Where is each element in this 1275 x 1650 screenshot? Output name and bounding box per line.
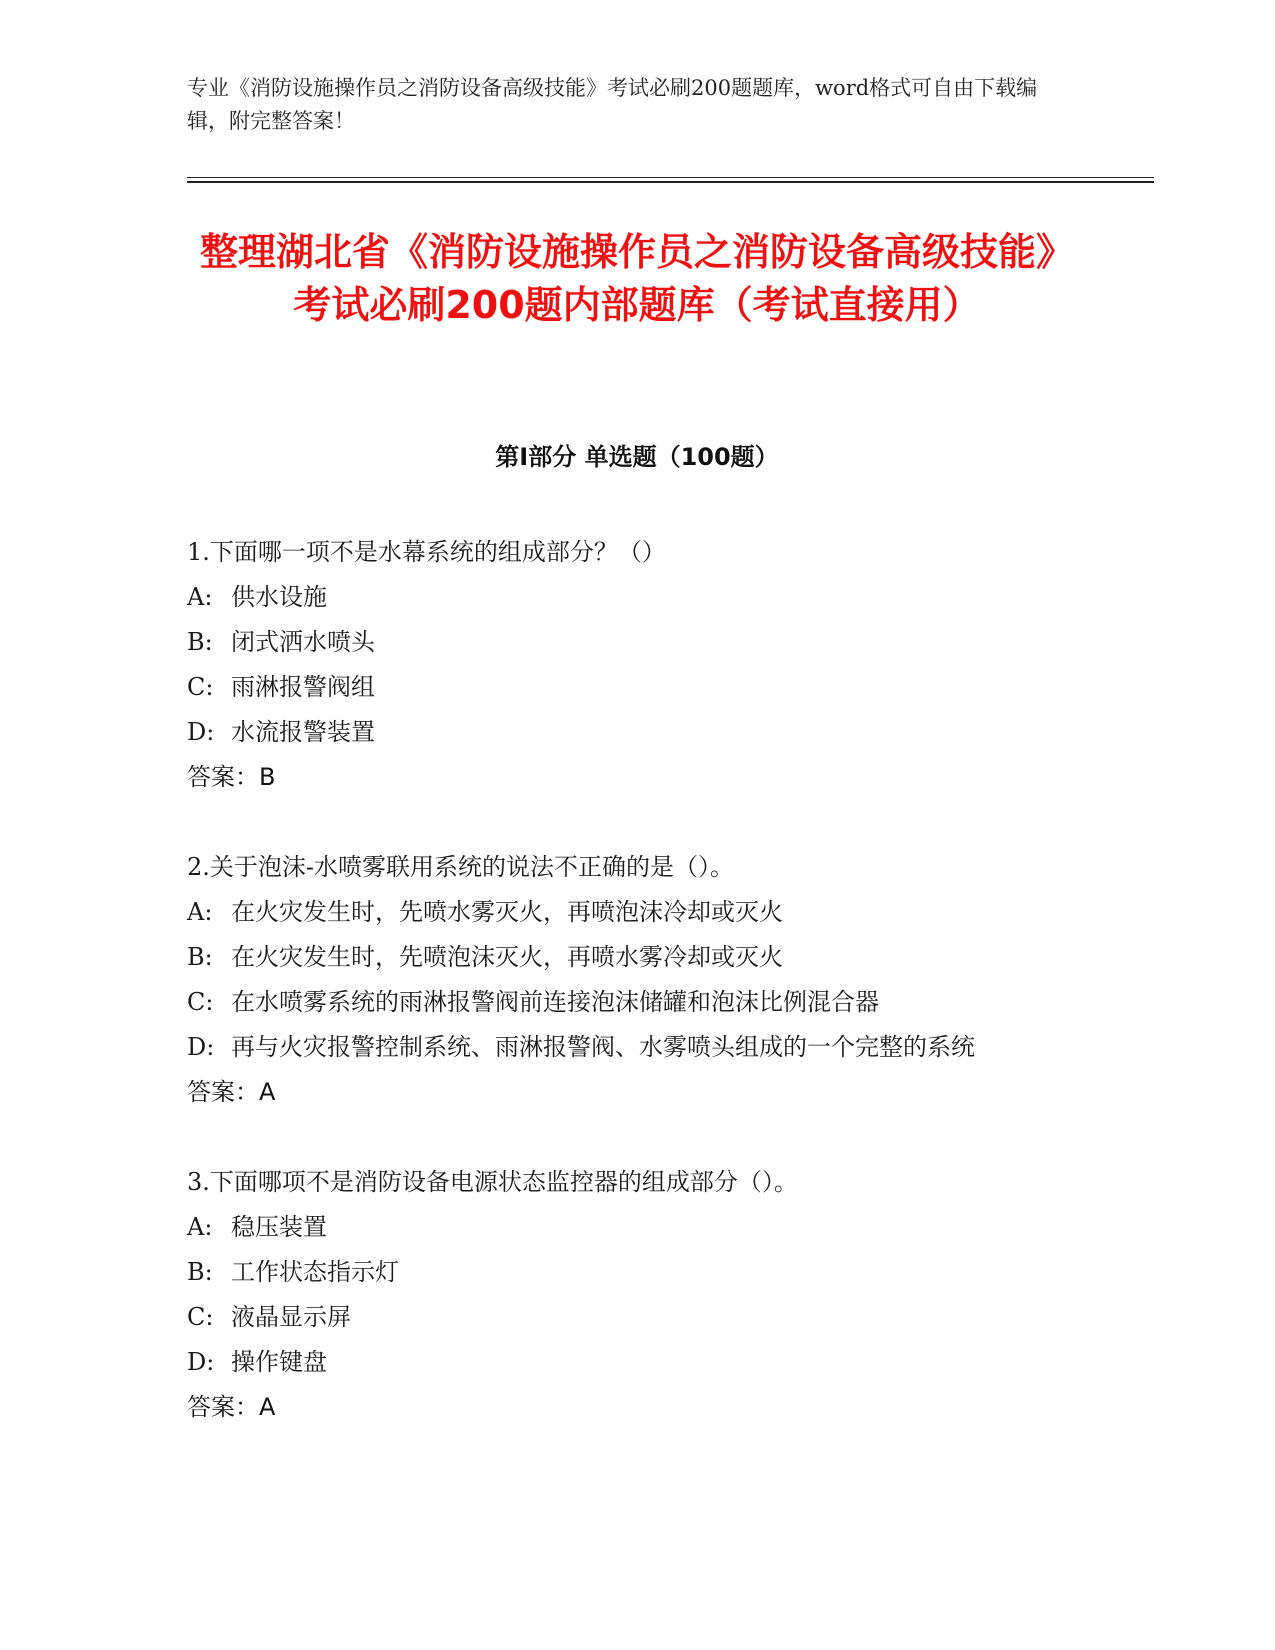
option-key: A: — [187, 583, 213, 611]
option-text: 闭式洒水喷头 — [231, 628, 375, 656]
option-key: D: — [187, 1348, 215, 1376]
option-b — [187, 620, 1067, 665]
answer-value: A — [259, 1393, 276, 1421]
option-text: 操作键盘 — [231, 1348, 327, 1376]
option-text: 水流报警装置 — [231, 718, 375, 746]
option-text: 稳压装置 — [231, 1213, 327, 1241]
option-c — [187, 980, 1067, 1025]
option-b — [187, 1250, 1067, 1295]
answer-label: 答案： — [187, 1393, 259, 1421]
question-stem: 2.关于泡沫-水喷雾联用系统的说法不正确的是（）。 — [187, 853, 735, 881]
answer-label: 答案： — [187, 1078, 259, 1106]
question-stem: 1.下面哪一项不是水幕系统的组成部分？（） — [187, 538, 666, 566]
option-text: 在水喷雾系统的雨淋报警阀前连接泡沫储罐和泡沫比例混合器 — [231, 988, 879, 1016]
option-c — [187, 665, 1067, 710]
answer — [187, 1070, 1067, 1115]
option-a — [187, 1205, 1067, 1250]
question-list — [187, 530, 1067, 1475]
question-1 — [187, 530, 1067, 800]
option-text: 在火灾发生时，先喷泡沫灭火，再喷水雾冷却或灭火 — [231, 943, 783, 971]
option-text: 在火灾发生时，先喷水雾灭火，再喷泡沫冷却或灭火 — [231, 898, 783, 926]
answer — [187, 755, 1067, 800]
option-a — [187, 575, 1067, 620]
section-title: 第Ⅰ部分 单选题（100题） — [495, 443, 779, 471]
option-text: 供水设施 — [231, 583, 327, 611]
option-text: 液晶显示屏 — [231, 1303, 351, 1331]
answer — [187, 1385, 1067, 1430]
option-key: D: — [187, 1033, 215, 1061]
option-key: C: — [187, 988, 214, 1016]
option-a — [187, 890, 1067, 935]
option-b — [187, 935, 1067, 980]
option-key: C: — [187, 673, 214, 701]
option-d — [187, 1025, 1067, 1070]
header-note: 专业《消防设施操作员之消防设备高级技能》考试必刷200题题库，word格式可自由下载编辑，附完整答案！ — [187, 76, 1038, 133]
option-d — [187, 710, 1067, 755]
question-2 — [187, 845, 1067, 1115]
option-key: B: — [187, 628, 213, 656]
answer-value: A — [259, 1078, 276, 1106]
option-text: 再与火灾报警控制系统、雨淋报警阀、水雾喷头组成的一个完整的系统 — [231, 1033, 975, 1061]
answer-label: 答案： — [187, 763, 259, 791]
option-key: D: — [187, 718, 215, 746]
question-3 — [187, 1160, 1067, 1430]
option-text: 雨淋报警阀组 — [231, 673, 375, 701]
option-c — [187, 1295, 1067, 1340]
header-divider-thick — [187, 181, 1154, 183]
option-key: A: — [187, 1213, 213, 1241]
option-d — [187, 1340, 1067, 1385]
question-stem: 3.下面哪项不是消防设备电源状态监控器的组成部分（）。 — [187, 1168, 798, 1196]
option-key: B: — [187, 943, 213, 971]
option-text: 工作状态指示灯 — [231, 1258, 399, 1286]
option-key: B: — [187, 1258, 213, 1286]
header-divider-thin — [187, 177, 1154, 178]
document-title: 整理湖北省《消防设施操作员之消防设备高级技能》考试必刷200题内部题库（考试直接用） — [199, 230, 1074, 327]
option-key: C: — [187, 1303, 214, 1331]
answer-value: B — [259, 763, 276, 791]
option-key: A: — [187, 898, 213, 926]
